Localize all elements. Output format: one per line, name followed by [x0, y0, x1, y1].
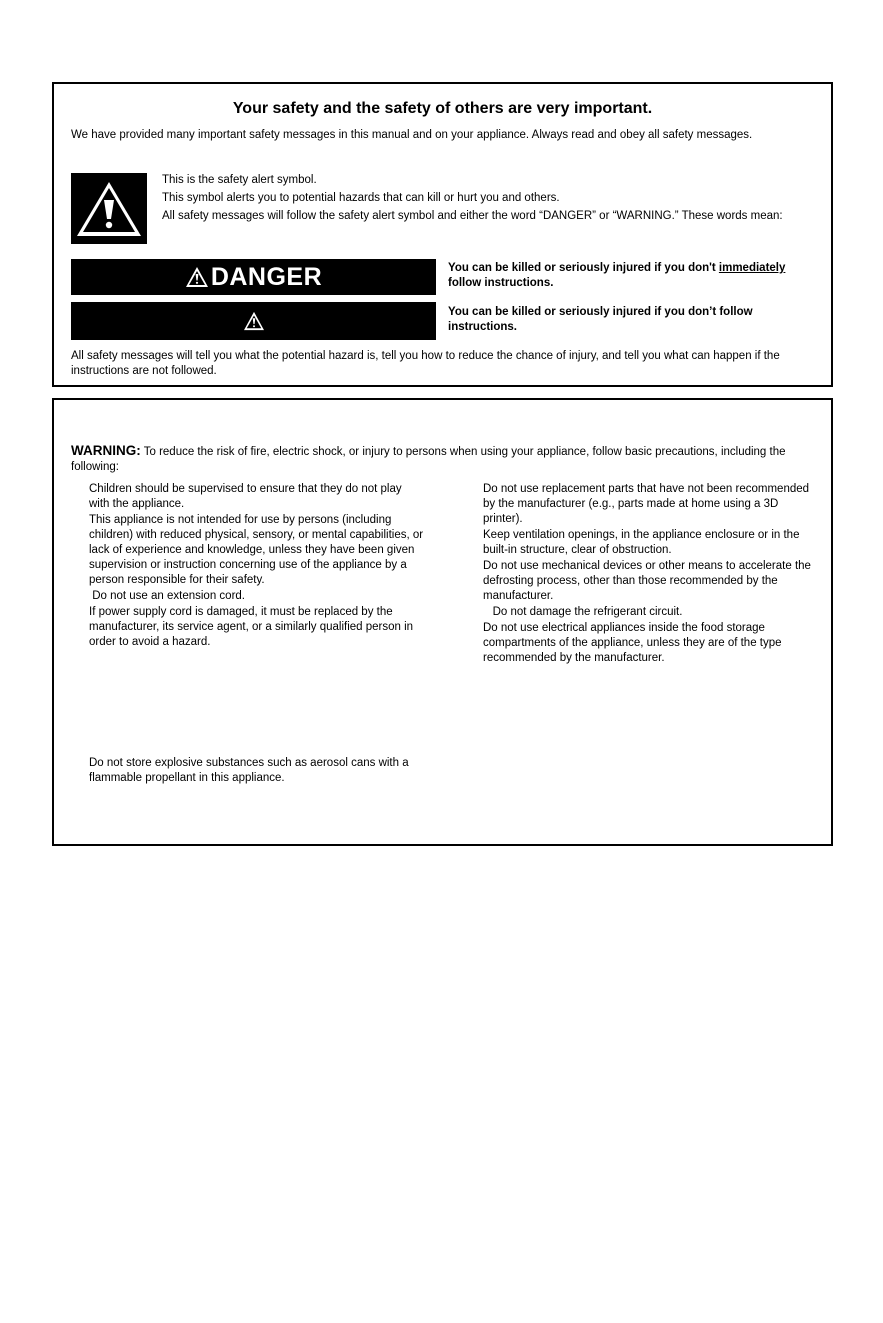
danger-description	[448, 261, 818, 291]
warning-label: WARNING:	[71, 443, 141, 458]
symbol-line: This symbol alerts you to potential hazards that can kill or hurt you and others.	[162, 192, 560, 204]
safety-alert-icon	[71, 173, 147, 244]
list-item: Do not use an extension cord.	[89, 590, 245, 602]
list-item: Do not use replacement parts that have not been recommended by the manufacturer (e.g., parts made at home using a 3D printer).	[483, 483, 810, 525]
danger-desc-text: You can be killed or seriously injured if you don't	[448, 262, 719, 274]
symbol-description	[162, 173, 802, 227]
list-item: Do not use mechanical devices or other means to accelerate the defrosting process, other than those recommended by the manufacturer.	[483, 560, 811, 602]
warning-intro	[71, 443, 816, 475]
danger-label: DANGER	[210, 262, 323, 291]
warning-right-column	[483, 482, 819, 667]
symbol-line: This is the safety alert symbol.	[162, 174, 317, 186]
safety-heading: Your safety and the safety of others are very important.	[232, 100, 653, 117]
danger-banner	[71, 259, 436, 295]
safety-footer: All safety messages will tell you what the potential hazard is, tell you how to reduce the chance of injury, and tell you what can happen if the instructions are not followed.	[71, 350, 780, 377]
list-item: Do not damage the refrigerant circuit.	[483, 606, 683, 618]
list-item: If power supply cord is damaged, it must be replaced by the manufacturer, its service agent, or a similarly qualified person in order to avoid a hazard.	[89, 606, 414, 648]
list-item: Do not use electrical appliances inside the food storage compartments of the appliance, unless they are of the type recommended by the manufacturer.	[483, 622, 782, 664]
list-item: Keep ventilation openings, in the appliance enclosure or in the built-in structure, clear of obstruction.	[483, 529, 800, 556]
warning-alert-icon	[243, 311, 265, 331]
warning-text: To reduce the risk of fire, electric shock, or injury to persons when using your appliance, follow basic precautions, including the following:	[71, 446, 786, 473]
warning-description: You can be killed or seriously injured if you don’t follow instructions.	[448, 306, 753, 333]
warning-bottom-item: Do not store explosive substances such as aerosol cans with a flammable propellant in this appliance.	[89, 757, 409, 784]
safety-box	[52, 82, 833, 387]
list-item: This appliance is not intended for use by persons (including children) with reduced physical, sensory, or mental capabilities, or lack of experience and knowledge, unless they have been given supervision or instruction concerning use of the appliance by a person responsible for their safety.	[89, 514, 424, 586]
danger-desc-underlined: immediately	[718, 262, 786, 274]
danger-alert-icon	[185, 266, 209, 288]
warning-left-column	[89, 482, 424, 651]
danger-desc-text-end: follow instructions.	[448, 277, 554, 289]
symbol-line: All safety messages will follow the safety alert symbol and either the word “DANGER” or “WARNING.” These words mean:	[162, 210, 783, 222]
warning-banner	[71, 302, 436, 340]
list-item: Children should be supervised to ensure that they do not play with the appliance.	[89, 483, 402, 510]
safety-intro: We have provided many important safety messages in this manual and on your appliance. Always read and obey all safety messages.	[71, 129, 753, 141]
warning-box	[52, 398, 833, 846]
